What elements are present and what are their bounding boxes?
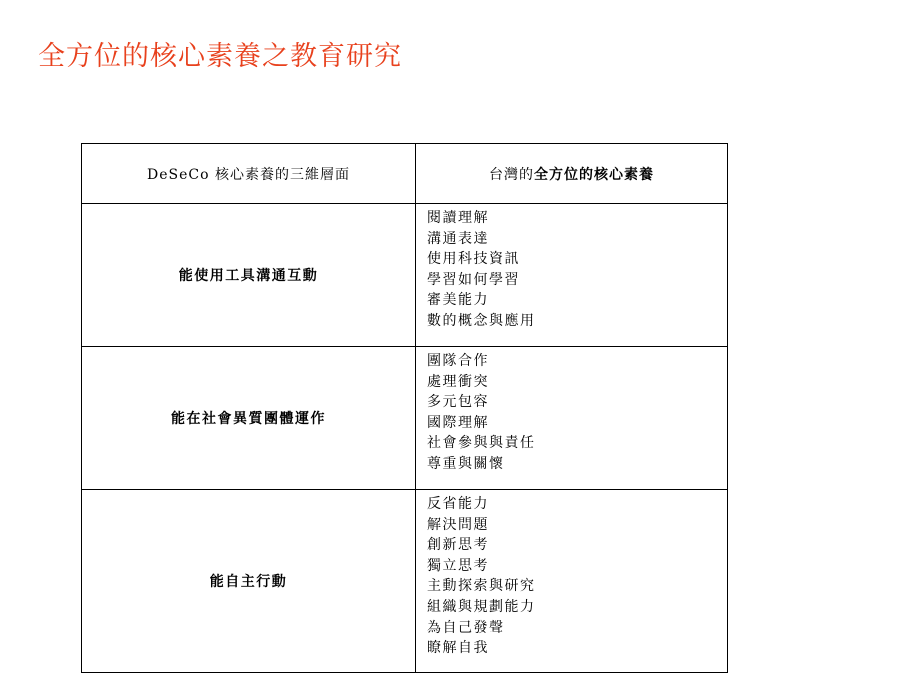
competency-item: 解決問題 — [427, 516, 489, 533]
competency-item: 創新思考 — [427, 537, 489, 554]
competency-item: 閱讀理解 — [427, 210, 489, 226]
competency-item: 團隊合作 — [427, 353, 489, 369]
competency-item: 處理衝突 — [427, 373, 489, 390]
header-taiwan-prefix: 台灣的 — [489, 166, 534, 183]
competency-items-cell — [416, 204, 728, 347]
table-row — [82, 490, 728, 673]
dimension-cell: 能使用工具溝通互動 — [82, 204, 416, 347]
page-title: 全方位的核心素養之教育研究 — [38, 41, 402, 72]
table-row — [82, 347, 728, 490]
competency-item: 審美能力 — [427, 292, 489, 309]
competency-item: 組織與規劃能力 — [427, 598, 536, 615]
competency-item: 社會參與與責任 — [427, 435, 536, 452]
dimension-cell: 能在社會異質團體運作 — [82, 347, 416, 490]
dimension-cell: 能自主行動 — [82, 490, 416, 673]
competency-item: 使用科技資訊 — [427, 251, 520, 268]
competency-item: 學習如何學習 — [427, 271, 520, 288]
table-row — [82, 204, 728, 347]
competency-item: 瞭解自我 — [427, 640, 489, 657]
competency-item: 數的概念與應用 — [427, 312, 536, 329]
competency-item: 獨立思考 — [427, 557, 489, 574]
header-deseco-dimensions: DeSeCo 核心素養的三維層面 — [82, 144, 416, 204]
table-header-row — [82, 144, 728, 204]
competency-item: 尊重與關懷 — [427, 455, 505, 472]
competency-item: 多元包容 — [427, 394, 489, 411]
competency-item: 反省能力 — [427, 496, 489, 512]
competency-item: 為自己發聲 — [427, 619, 505, 636]
header-taiwan-competencies — [416, 144, 728, 204]
competency-list — [427, 494, 727, 659]
competency-item: 溝通表達 — [427, 230, 489, 247]
competency-item: 國際理解 — [427, 414, 489, 431]
competency-list — [427, 351, 727, 475]
competency-list — [427, 208, 727, 332]
header-taiwan-emphasis: 全方位的核心素養 — [534, 166, 654, 183]
competency-items-cell — [416, 347, 728, 490]
competency-table — [81, 143, 728, 673]
competency-item: 主動探索與研究 — [427, 578, 536, 595]
competency-items-cell — [416, 490, 728, 673]
